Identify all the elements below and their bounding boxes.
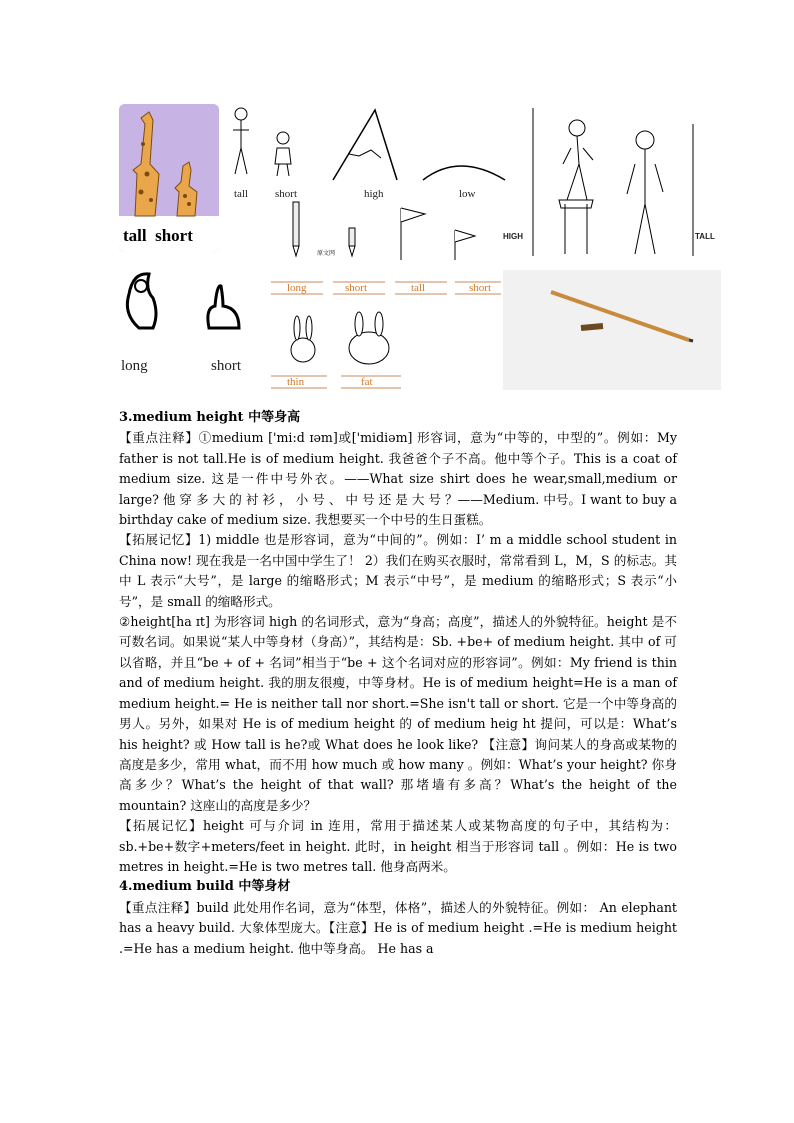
label-long: long [121,358,148,374]
label-tall-side: TALL [695,232,715,241]
paragraph-4: 【拓展记忆】height 可与介词 in 连用，常用于描述某人或某物高度的句子中，其结构为：sb.+be+数字+meters/feet in height. 此时，in height 相当于形容词 tall 。例如：He is two metres in height.=He is two metres tall. 他身高两米。 [119,818,677,874]
thin-fat-rabbits-picture [279,310,409,368]
label-short: short [275,188,297,200]
section-heading-4: 4.medium build 中等身材 [119,879,291,895]
bar-short: short [345,282,367,294]
paragraph-2: 【拓展记忆】1) middle 也是形容词，意为“中间的”。例如：I’ m a middle school student in China now! 现在我是一名中国中学生了！ 2）我们在购买衣服时，常常看到 L，M，S 的标志。其中 L 表示“大号”，是 large 的缩略形式；M 表示“中号”，是 medium 的缩略形式；S 表示“小号”，是 small 的缩略形式。 [119,532,677,609]
label-fat: fat [361,376,373,388]
label-short-2: short [211,358,241,374]
squirrel-rabbit-picture [119,264,259,334]
giraffe-picture [119,104,219,252]
mountain-picture [319,104,509,188]
article-body [119,408,677,959]
label-thin: thin [287,376,305,388]
pencils-flags-picture [279,200,509,266]
label-high: high [364,188,384,200]
tiny-caption: 原文网 [317,251,336,257]
bar-short-2: short [469,282,491,294]
label-low: low [459,188,476,200]
bar-tall: tall [411,282,426,294]
high-tall-men-picture [503,104,721,264]
label-tall: tall [234,188,249,200]
stick-figures-picture [227,104,307,194]
giraffe-label: tall short [123,226,193,245]
pencils-photo [503,270,721,390]
paragraph-5: 【重点注释】build 此处用作名词，意为“体型，体格”，描述人的外貌特征。例如： An elephant has a heavy build. 大象体型庞大。【注意】He is of medium height .=He is medium height .=He has a medium height. 他中等身高。 He has a [119,899,677,956]
bar-long: long [287,282,307,294]
section-heading-3: 3.medium height 中等身高 [119,410,301,425]
label-high-side: HIGH [503,232,523,241]
illustration-panel [119,104,721,390]
paragraph-3: ②height[ha ɪt] 为形容词 high 的名词形式，意为“身高；高度”，描述人的外貌特征。height 是不可数名词。如果说“某人中等身材（身高）”，其结构是：Sb. +be+ of medium height. 其中 of 可以省略，并且“be + of + 名词”相当于“be + 这个名词对应的形容词”。例如：My friend is thin and of medium height. 我的朋友很瘦，中等身材。He is of medium height=He is a man of medium height.= He is neither tall nor short.=She isn't tall or short. 它是一个中等身高的男人。另外，如果对 He is of medium height 的 of medium heig ht 提问，可以是：What’s his height? 或 How tall is he?或 What does he look like? 【注意】询问某人的身高或某物的高度是多少，常用 what，而不用 how much 或 how many 。例如：What’s your height? 你身高多少？What’s the height of that wall? 那堵墙有多高？What’s the height of the mountain? 这座山的高度是多少？ [119,614,677,813]
paragraph-1: 【重点注释】①medium ['mi:d ɪəm]或['midiəm] 形容词，意为“中等的，中型的”。例如：My father is not tall.He is of medium height. 我爸爸个子不高。他中等个子。This is a coat of medium size. 这是一件中号外衣。——What size shirt does he wear,small,medium or large? 他 穿 多 大 的 衬 衫 ， 小 号 、 中 号 还 是 大 号 ？——Medium. 中号。I want to buy a birthday cake of medium size. 我想要买一个中号的生日蛋糕。 [119,430,677,528]
